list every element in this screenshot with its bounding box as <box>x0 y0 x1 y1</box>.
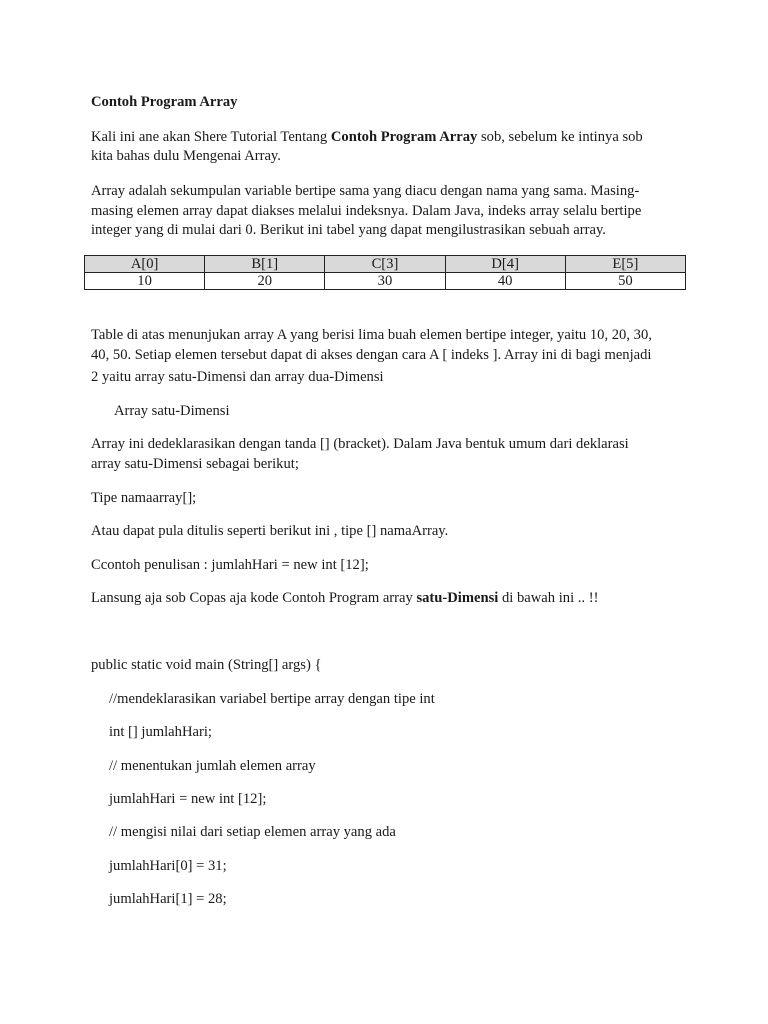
declaration-line-1: Array ini dedeklarasikan dengan tanda [] (bracket). Dalam Java bentuk umum dari deklarasi <box>91 436 629 452</box>
code-line-assign-0: jumlahHari[0] = 31; <box>109 858 227 874</box>
table-cell: 20 <box>205 273 325 290</box>
table-header-cell: A[0] <box>85 256 205 273</box>
subheading: Array satu-Dimensi <box>114 403 230 419</box>
syntax-line-2: Atau dapat pula ditulis seperti berikut ini , tipe [] namaArray. <box>91 523 449 539</box>
copy-text-after: di bawah ini .. !! <box>498 590 599 606</box>
code-line-comment-2: // menentukan jumlah elemen array <box>109 758 316 774</box>
code-line-main: public static void main (String[] args) { <box>91 657 322 673</box>
explanation-line-3: 2 yaitu array satu-Dimensi dan array dua-Dimensi <box>91 369 384 385</box>
declaration-line-2: array satu-Dimensi sebagai berikut; <box>91 456 299 472</box>
intro-line-1 <box>91 127 643 147</box>
copy-bold-text: satu-Dimensi <box>416 590 499 606</box>
title-text: Contoh Program Array <box>91 94 238 110</box>
definition-line-1: Array adalah sekumpulan variable bertipe sama yang diacu dengan nama yang sama. Masing- <box>91 183 640 199</box>
table-header-cell: E[5] <box>565 256 685 273</box>
table-header-cell: C[3] <box>325 256 445 273</box>
table-header-cell: B[1] <box>205 256 325 273</box>
table-header-row <box>85 256 686 273</box>
array-table <box>84 255 686 290</box>
code-line-allocate: jumlahHari = new int [12]; <box>109 791 267 807</box>
copy-text-before: Lansung aja sob Copas aja kode Contoh Program array <box>91 590 417 606</box>
intro-bold-text: Contoh Program Array <box>330 129 478 145</box>
definition-line-2: masing elemen array dapat diakses melalui indeksnya. Dalam Java, indeks array selalu bertipe <box>91 203 642 219</box>
table-row <box>85 273 686 290</box>
document-title <box>91 92 237 112</box>
intro-text-after: sob, sebelum ke intinya sob <box>477 129 643 145</box>
syntax-line-1: Tipe namaarray[]; <box>91 490 197 506</box>
table-header-cell: D[4] <box>445 256 565 273</box>
explanation-line-2: 40, 50. Setiap elemen tersebut dapat di akses dengan cara A [ indeks ]. Array ini di bagi menjadi <box>91 347 652 363</box>
copy-line <box>91 588 598 608</box>
table-cell: 10 <box>85 273 205 290</box>
code-line-comment-1: //mendeklarasikan variabel bertipe array dengan tipe int <box>109 691 435 707</box>
example-line: Ccontoh penulisan : jumlahHari = new int [12]; <box>91 557 369 573</box>
table-cell: 30 <box>325 273 445 290</box>
definition-line-3: integer yang di mulai dari 0. Berikut ini tabel yang dapat mengilustrasikan sebuah array. <box>91 222 606 238</box>
intro-text-before: Kali ini ane akan Shere Tutorial Tentang <box>91 129 331 145</box>
table-cell: 40 <box>445 273 565 290</box>
code-line-comment-3: // mengisi nilai dari setiap elemen array yang ada <box>109 824 396 840</box>
explanation-line-1: Table di atas menunjukan array A yang berisi lima buah elemen bertipe integer, yaitu 10, 20, 30, <box>91 327 652 343</box>
table-cell: 50 <box>565 273 685 290</box>
code-line-assign-1: jumlahHari[1] = 28; <box>109 891 227 907</box>
intro-line-2: kita bahas dulu Mengenai Array. <box>91 148 281 164</box>
code-line-declare: int [] jumlahHari; <box>109 724 212 740</box>
